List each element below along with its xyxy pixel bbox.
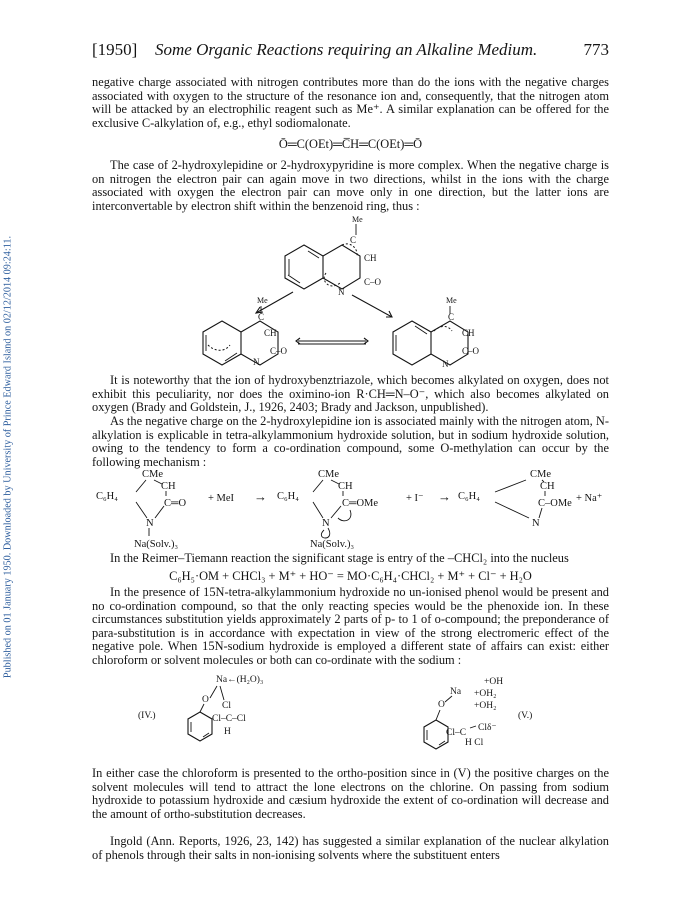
iv-na-h2o: Na←(H₂O)₃ (216, 675, 264, 685)
left-c-label: C (258, 312, 265, 322)
left-ch-label: CH (264, 328, 277, 338)
s2-arrow-2: → (438, 489, 451, 504)
left-co-label: C–O (270, 346, 288, 356)
s2-n-3: N (532, 518, 540, 529)
label-v: (V.) (518, 711, 533, 721)
left-benzene-ring (203, 321, 241, 365)
v-oh2-b: +OH₂ (474, 701, 497, 711)
s2-ch-1: CH (161, 481, 176, 492)
s2-na-solv-2: Na(Solv.)₃ (310, 539, 355, 550)
v-oh2-a: +OH₂ (474, 689, 497, 699)
top-c-label: C (350, 235, 357, 245)
s2-c6h4-1: C₆H₄ (96, 491, 118, 502)
download-watermark-text: Published on 01 January 1950. Downloaded by University of Prince Edward Island on 02/12/2014 09:24:11. (2, 235, 14, 679)
paragraph-5: In the Reimer–Tiemann reaction the significant stage is entry of the –CHCl₂ into the nucleus (110, 551, 569, 565)
header-year: [1950] (92, 40, 138, 59)
s2-cme-2: CMe (318, 469, 339, 480)
left-n-label: N (253, 357, 260, 367)
s2-n-1: N (146, 518, 154, 529)
paragraph-2: The case of 2-hydroxylepidine or 2-hydroxypyridine is more complex. When the negative charge is on nitrogen the electron pair can again move in two directions, whilst in the ions with the charge associated with oxygen the electron pair can move only in one direction, but the latter ions are interconvertable by electron shift within the benzenoid ring, thus : (92, 158, 609, 213)
page-number: 773 (583, 40, 609, 59)
iv-ccl: Cl–C–Cl (212, 714, 246, 724)
paragraph-4: As the negative charge on the 2-hydroxylepidine ion is associated mainly with the nitrogen atom, N-alkylation is explicable in tetra-alkylammonium hydroxide solution, but in sodium hydroxide solution, owing to the tendency to form a co-ordination compound, some O-methylation can occur by the following mechanism : (92, 414, 609, 469)
s2-cme-3: CMe (530, 469, 551, 480)
paragraph-8: Ingold (Ann. Reports, 1926, 23, 142) has suggested a similar explanation of the nuclear alkylation of phenols through their salts in non-ionising solvents where the substituent enters (92, 834, 609, 862)
s2-plus-mei: + MeI (208, 493, 235, 504)
paragraph-1: negative charge associated with nitrogen contributes more than do the ions with the negative charges associated with oxygen to the structure of the resonance ion and, consequently, that the nitrogen atom will be attacked by an electrophilic reagent such as Me⁺. A similar explanation can be offered for the exclusive C-alkylation of, e.g., ethyl sodiomalonate. (92, 75, 609, 130)
v-plus-oh: +OH (484, 677, 504, 687)
lepidine-resonance-scheme (200, 213, 500, 370)
coordination-structures (120, 672, 580, 760)
running-header (92, 40, 609, 62)
right-benzene-ring (393, 321, 431, 365)
top-co-label: C–O (364, 277, 382, 287)
right-co-label: C–O (462, 346, 480, 356)
paragraph-7: In either case the chloroform is presented to the ortho-position since in (V) the positive charges on the solvent molecules will tend to attract the lone electrons on the chlorine. On passing from sodium hydroxide to potassium hydroxide and cæsium hydroxide the extent of co-ordination will decrease and the amount of ortho-substitution decreases. (92, 766, 609, 821)
right-me-label: Me (446, 296, 457, 305)
v-h-cl: H Cl (465, 738, 484, 748)
top-ch-label: CH (364, 253, 377, 263)
left-me-label: Me (257, 296, 268, 305)
iv-cl: Cl (222, 701, 231, 711)
s2-plus-na: + Na⁺ (576, 493, 603, 504)
s2-come: C═OMe (342, 498, 379, 509)
reimer-tiemann-equation: C₆H₅·OM + CHCl₃ + M⁺ + HO⁻ = MO·C₆H₄·CHCl₂ + M⁺ + Cl⁻ + H₂O (169, 569, 532, 583)
v-cl-c: Cl–C (446, 728, 467, 738)
o-methylation-scheme (92, 468, 609, 550)
right-c-label: C (448, 312, 455, 322)
s2-ch-3: CH (540, 481, 555, 492)
top-n-label: N (338, 287, 345, 297)
top-benzene-ring (285, 245, 323, 289)
s2-c6h4-2: C₆H₄ (277, 491, 299, 502)
top-me-label: Me (352, 215, 363, 224)
s2-come-2: C–OMe (538, 498, 572, 509)
s2-arrow-1: → (254, 489, 267, 504)
right-ch-label: CH (462, 328, 475, 338)
s2-ch-2: CH (338, 481, 353, 492)
iv-benzene-ring (188, 712, 212, 741)
iv-o: O (202, 695, 209, 705)
v-o: O (438, 700, 445, 710)
s2-c6h4-3: C₆H₄ (458, 491, 480, 502)
v-benzene-ring (424, 720, 448, 749)
paragraph-3: It is noteworthy that the ion of hydroxybenztriazole, which becomes alkylated on oxygen, does not exhibit this peculiarity, nor does the oximino-ion R·CH═N–O⁻, which also becomes alkylated on oxygen (Brady and Goldstein, J., 1926, 2403; Brady and Jackson, unpublished). (92, 373, 609, 414)
label-iv: (IV.) (138, 711, 156, 721)
s2-plus-i: + I⁻ (406, 493, 424, 504)
s2-n-2: N (322, 518, 330, 529)
s2-cme-1: CMe (142, 469, 163, 480)
right-n-label: N (442, 359, 449, 369)
s2-na-solv-1: Na(Solv.)₃ (134, 539, 179, 550)
v-cl-delta: Clδ⁻ (478, 723, 497, 733)
iv-h: H (224, 727, 231, 737)
header-title: Some Organic Reactions requiring an Alkaline Medium. (155, 40, 538, 59)
malonate-equation: Ō═C(OEt)═C̅H═C(OEt)═Ō (278, 137, 423, 151)
download-watermark (0, 112, 18, 802)
paragraph-6: In the presence of 15N-tetra-alkylammonium hydroxide no un-ionised phenol would be present and no co-ordination compound, so that the only reacting species would be the phenoxide ion. In these circumstances substitution yields approximately 2 parts of p- to 1 of o-compound; the preponderance of para-substitution is in accordance with expectation in view of the strong electromeric effect of the negative pole. When 15N-sodium hydroxide is employed a different state of affairs can exist: either chloroform or solvent molecules or both can co-ordinate with the sodium : (92, 585, 609, 667)
v-na: Na (450, 687, 462, 697)
s2-co-1: C═O (164, 498, 187, 509)
